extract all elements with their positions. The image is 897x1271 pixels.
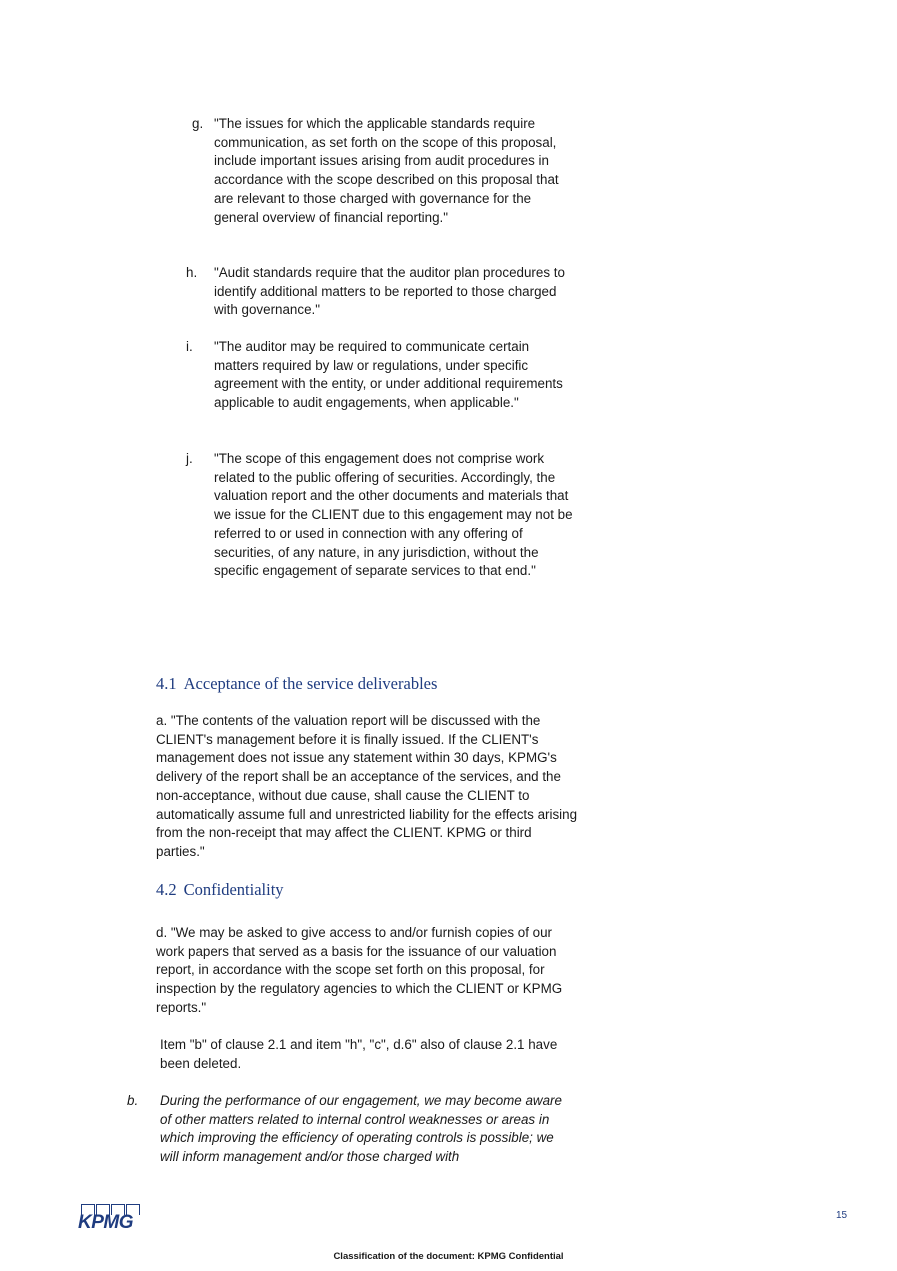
section-heading-4-2: [156, 880, 284, 900]
deletion-note: Item "b" of clause 2.1 and item "h", "c", d.6" also of clause 2.1 have been deleted.: [160, 1037, 558, 1071]
section-title: Confidentiality: [183, 880, 284, 899]
list-item-text: "The auditor may be required to communicate certain matters required by law or regulations, under specific agreement with the entity, or under additional requirements applicable to audit engagements, when applicable.": [214, 339, 563, 411]
list-item-i: [183, 338, 583, 413]
section-title: Acceptance of the service deliverables: [183, 674, 438, 693]
list-marker: g.: [192, 116, 204, 131]
list-marker: i.: [186, 339, 193, 354]
page-number: 15: [836, 1210, 848, 1221]
list-item-j: [183, 450, 583, 581]
italic-list-item-b: [127, 1092, 572, 1167]
list-item-text: "The scope of this engagement does not comprise work related to the public offering of securities. Accordingly, the valuation report and the other documents and materials that we issue for the CLIENT due to this engagement may not be referred to or used in connection with any offering of securities, of any nature, in any jurisdiction, without the specific engagement of separate services to that end.": [214, 451, 573, 579]
logo-wordmark: KPMG: [78, 1212, 133, 1233]
section-number: 4.2: [156, 880, 177, 899]
list-item-h: [183, 264, 583, 320]
italic-item-text: During the performance of our engagement, we may become aware of other matters related to internal control weaknesses or areas in which improving the efficiency of operating controls is possible; we will inform management and/or those charged with: [160, 1093, 562, 1165]
list-marker: b.: [127, 1093, 139, 1108]
list-item-text: "Audit standards require that the auditor plan procedures to identify additional matters to be reported to those charged with governance.": [214, 265, 565, 318]
list-marker: h.: [186, 265, 198, 280]
list-item-g: [183, 115, 583, 227]
section-4-1-paragraph: a. "The contents of the valuation report will be discussed with the CLIENT's management before it is finally issued. If the CLIENT's management does not issue any statement within 30 days, KPMG's delivery of the report shall be an acceptance of the services, and the non-acceptance, without due cause, shall cause the CLIENT to automatically assume full and unrestricted liability for the effects arising from the non-receipt that may affect the CLIENT. KPMG or third parties.": [156, 713, 578, 859]
kpmg-logo: [78, 1204, 142, 1232]
section-4-2-paragraph: d. "We may be asked to give access to and/or furnish copies of our work papers that served as a basis for the issuance of our valuation report, in accordance with the scope set forth on this proposal, for inspection by the regulatory agencies to which the CLIENT or KPMG reports.": [156, 925, 563, 1015]
section-heading-4-1: [156, 674, 437, 694]
list-item-text: "The issues for which the applicable standards require communication, as set forth on the scope of this proposal, include important issues arising from audit procedures in accordance with the scope described on this proposal that are relevant to those charged with governance for the general overview of financial reporting.": [214, 116, 559, 225]
section-number: 4.1: [156, 674, 177, 693]
list-marker: j.: [186, 451, 193, 466]
document-classification: Classification of the document: KPMG Confidential: [333, 1251, 564, 1262]
